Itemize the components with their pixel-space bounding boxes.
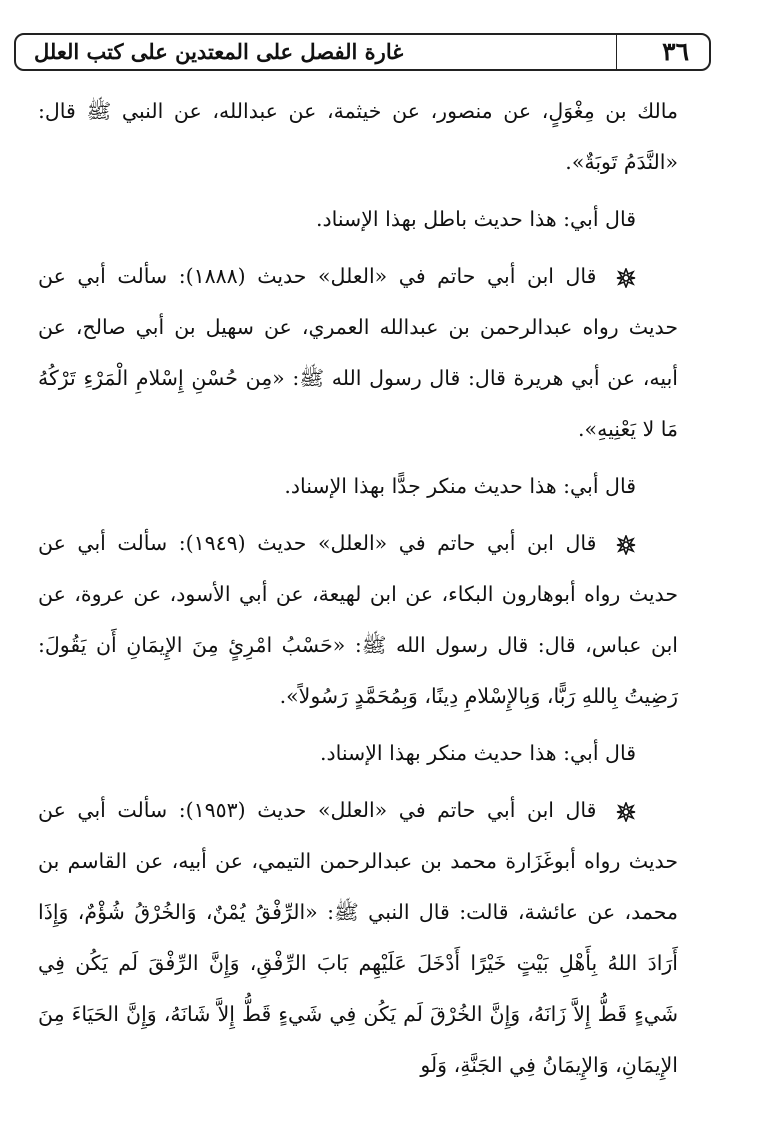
paragraph-verdict	[38, 461, 678, 512]
flower-ornament-icon	[616, 802, 636, 822]
paragraph-continuation	[38, 86, 678, 188]
paragraph-verdict	[38, 728, 678, 779]
paragraph-entry	[38, 785, 678, 1091]
page-header	[14, 33, 711, 71]
page-body	[38, 86, 678, 1097]
paragraph-entry	[38, 518, 678, 722]
paragraph-text: قال ابن أبي حاتم في «العلل» حديث (١٩٤٩): سألت أبي عن حديث رواه أبوهارون البكاء، عن ابن لهيعة، عن أبي الأسود، عن عروة، عن ابن عباس، قال: قال رسول الله ﷺ: «حَسْبُ امْرِئٍ مِنَ الإِيمَانِ أَن يَقُولَ: رَضِيتُ بِاللهِ رَبًّا، وَبِالإِسْلامِ دِينًا، وَبِمُحَمَّدٍ رَسُولاً».	[38, 531, 678, 708]
paragraph-text: قال ابن أبي حاتم في «العلل» حديث (١٩٥٣): سألت أبي عن حديث رواه أبوغَزَارة محمد بن عبدالرحمن التيمي، عن أبيه، عن القاسم بن محمد، عن عائشة، قالت: قال النبي ﷺ: «الرِّفْقُ يُمْنٌ، وَالخُرْقُ شُؤْمٌ، وَإِذَا أَرَادَ اللهُ بِأَهْلِ بَيْتٍ خَيْرًا أَدْخَلَ عَلَيْهِم بَابَ الرِّفْقِ، وَإِنَّ الرِّفْقَ لَم يَكُن فِي شَيءٍ قَطُّ إِلاَّ زَانَهُ، وَإِنَّ الخُرْقَ لَم يَكُن فِي شَيءٍ قَطُّ إِلاَّ شَانَهُ، وَإِنَّ الحَيَاءَ مِنَ الإِيمَانِ، وَالإِيمَانُ فِي الجَنَّةِ، وَلَو	[38, 798, 678, 1077]
flower-ornament-icon	[616, 535, 636, 555]
paragraph-entry	[38, 251, 678, 455]
paragraph-text: قال ابن أبي حاتم في «العلل» حديث (١٨٨٨): سألت أبي عن حديث رواه عبدالرحمن بن عبدالله العمري، عن سهيل بن أبي صالح، عن أبيه، عن أبي هريرة قال: قال رسول الله ﷺ: «مِن حُسْنِ إِسْلامِ الْمَرْءِ تَرْكُهُ مَا لا يَعْنِيهِ».	[38, 264, 678, 441]
page-number: ٣٦	[662, 37, 689, 66]
flower-ornament-icon	[616, 268, 636, 288]
header-divider	[616, 35, 617, 69]
paragraph-text: قال أبي: هذا حديث باطل بهذا الإسناد.	[315, 207, 636, 231]
paragraph-verdict	[38, 194, 678, 245]
paragraph-text: مالك بن مِغْوَلٍ، عن منصور، عن خيثمة، عن عبدالله، عن النبي ﷺ قال: «النَّدَمُ تَوبَةٌ».	[38, 99, 678, 174]
book-title: غارة الفصل على المعتدين على كتب العلل	[34, 39, 404, 64]
paragraph-text: قال أبي: هذا حديث منكر جدًّا بهذا الإسناد.	[284, 474, 636, 498]
paragraph-text: قال أبي: هذا حديث منكر بهذا الإسناد.	[319, 741, 636, 765]
